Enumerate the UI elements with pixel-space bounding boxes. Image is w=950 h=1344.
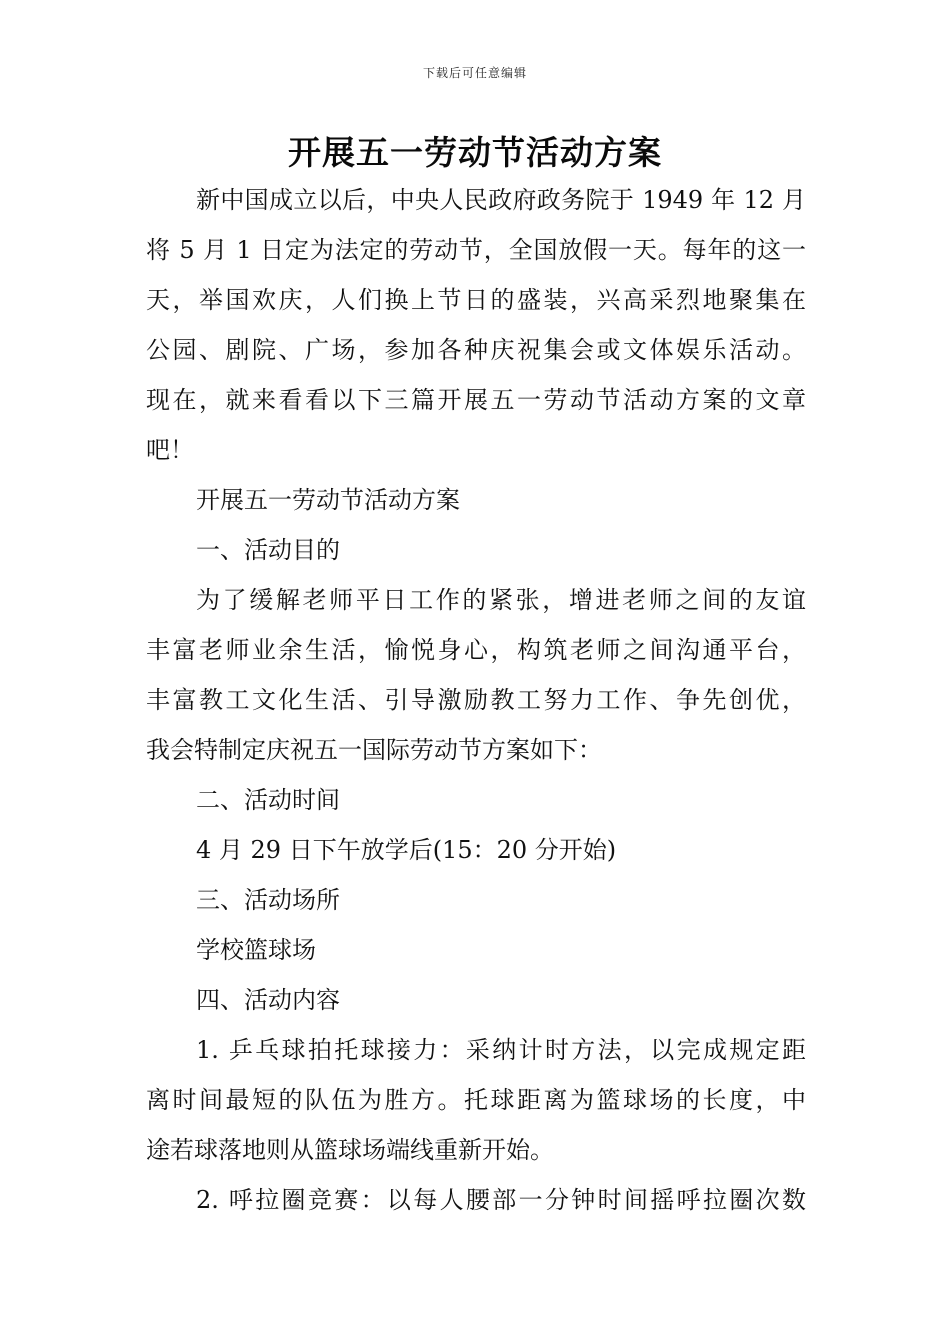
purpose-line: 丰富教工文化生活、引导激励教工努力工作、争先创优， <box>146 686 806 714</box>
content-item-line: 途若球落地则从篮球场端线重新开始。 <box>146 1136 554 1164</box>
activity-venue: 学校篮球场 <box>196 936 316 964</box>
activity-time: 4 月 29 日下午放学后(15：20 分开始) <box>196 836 617 864</box>
section-heading-venue: 三、活动场所 <box>196 886 340 914</box>
header-note: 下载后可任意编辑 <box>422 66 527 80</box>
intro-line: 将 5 月 1 日定为法定的劳动节，全国放假一天。每年的这一 <box>146 236 806 264</box>
section-heading-time: 二、活动时间 <box>196 786 340 814</box>
intro-line: 公园、剧院、广场，参加各种庆祝集会或文体娱乐活动。 <box>146 336 806 364</box>
content-item-line: 离时间最短的队伍为胜方。托球距离为篮球场的长度，中 <box>146 1086 806 1114</box>
intro-line: 新中国成立以后，中央人民政府政务院于 1949 年 12 月 <box>196 186 806 214</box>
purpose-line: 我会特制定庆祝五一国际劳动节方案如下： <box>146 736 602 764</box>
section-heading-purpose: 一、活动目的 <box>196 536 340 564</box>
document-title: 开展五一劳动节活动方案 <box>288 133 662 172</box>
intro-line: 现在，就来看看以下三篇开展五一劳动节活动方案的文章 <box>146 386 806 414</box>
purpose-line: 丰富老师业余生活，愉悦身心，构筑老师之间沟通平台， <box>146 636 806 664</box>
purpose-line: 为了缓解老师平日工作的紧张，增进老师之间的友谊 <box>196 586 806 614</box>
intro-line: 吧！ <box>146 436 194 464</box>
content-item-line: 1. 乒乓球拍托球接力：采纳计时方法，以完成规定距 <box>196 1036 806 1064</box>
content-item-line: 2. 呼拉圈竞赛：以每人腰部一分钟时间摇呼拉圈次数 <box>196 1186 806 1214</box>
section-heading-content: 四、活动内容 <box>196 986 340 1014</box>
plan-subtitle: 开展五一劳动节活动方案 <box>196 486 460 514</box>
intro-line: 天，举国欢庆，人们换上节日的盛装，兴高采烈地聚集在 <box>146 286 806 314</box>
